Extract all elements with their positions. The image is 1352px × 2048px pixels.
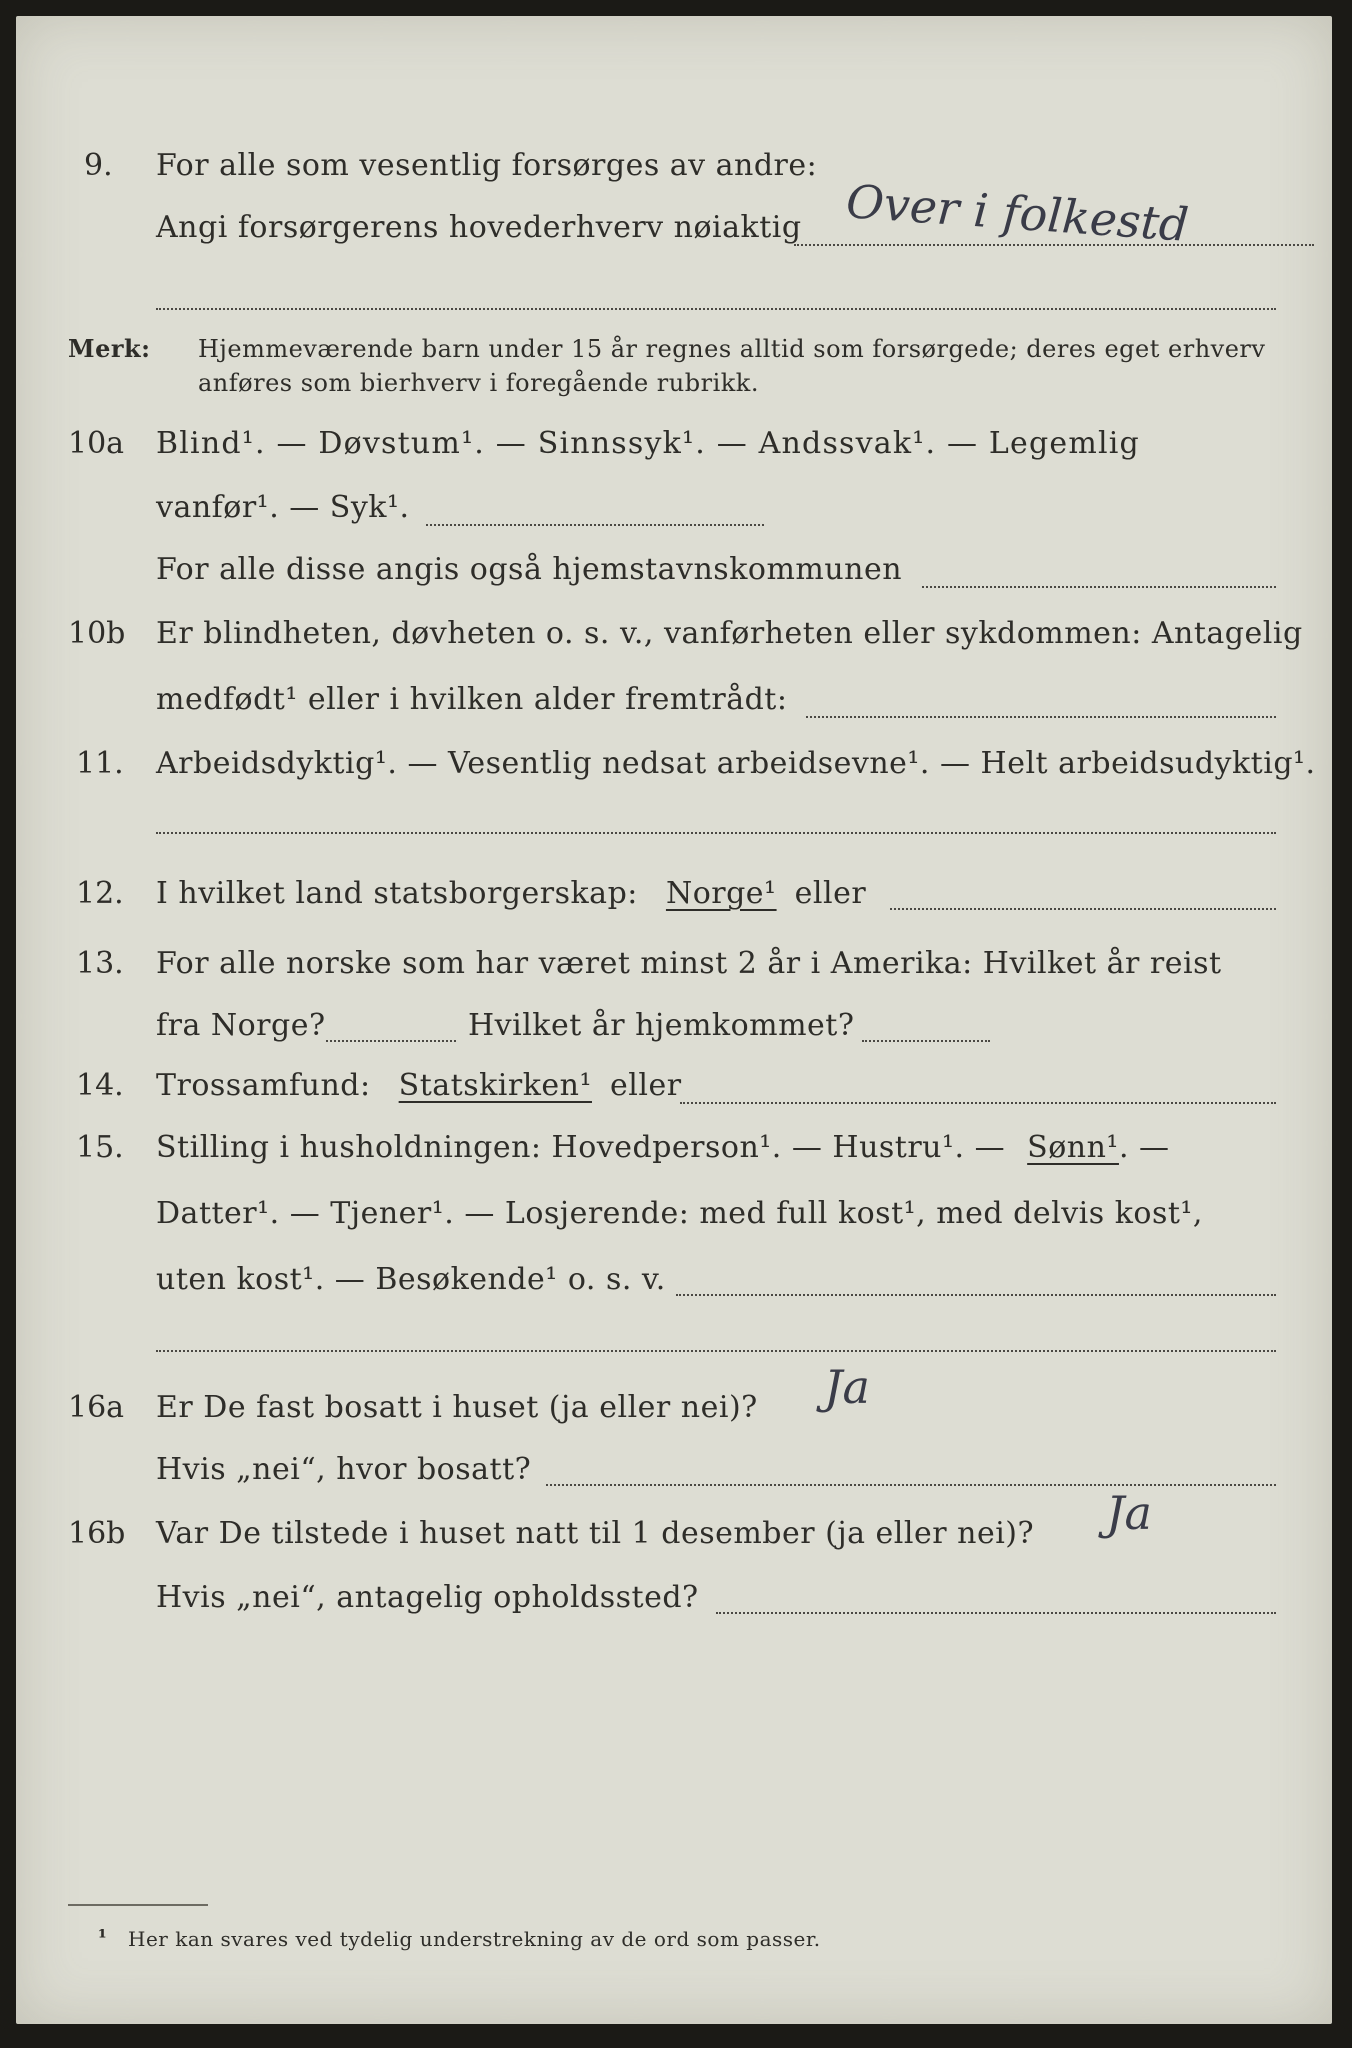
q9-number: 9. (84, 148, 113, 183)
q13-return-line (862, 1040, 990, 1042)
q14-text: Trossamfund: (156, 1068, 371, 1103)
q14-question (156, 1068, 682, 1104)
q16b-line1: Var De tilstede i huset natt til 1 desember (ja eller nei)? (156, 1516, 1035, 1551)
q15-line3: uten kost¹. — Besøkende¹ o. s. v. (156, 1262, 666, 1297)
q11-answer-line (156, 832, 1276, 834)
census-form-page (16, 16, 1332, 2024)
q14-underlined-answer: Statskirken¹ (398, 1068, 592, 1103)
q10b-line1: Er blindheten, døvheten o. s. v., vanførheten eller sykdommen: Antagelig (156, 616, 1303, 651)
q10b-line2: medfødt¹ eller i hvilken alder fremtrådt: (156, 682, 788, 717)
q12-number: 12. (76, 876, 124, 911)
q16b-answer-line (716, 1612, 1276, 1614)
q15-extra-line (156, 1350, 1276, 1352)
q13-line2b: Hvilket år hjemkommet? (468, 1008, 855, 1043)
q16b-handwritten-answer: Ja (1106, 1486, 1152, 1540)
q12-text: I hvilket land statsborgerskap: (156, 876, 638, 911)
q10a-line1: Blind¹. — Døvstum¹. — Sinnssyk¹. — Andssvak¹. — Legemlig (156, 426, 1140, 461)
merk-line2: anføres som bierhverv i foregående rubrikk. (198, 369, 759, 397)
q9-answer-line (794, 244, 1314, 246)
q10b-answer-line (806, 716, 1276, 718)
q14-rest: eller (610, 1068, 682, 1103)
q11-line1: Arbeidsdyktig¹. — Vesentlig nedsat arbeidsevne¹. — Helt arbeidsudyktig¹. (156, 746, 1316, 781)
q10a-number: 10a (68, 426, 125, 461)
q12-rest: eller (794, 876, 867, 911)
q9-extra-line (156, 308, 1276, 310)
q9-line1: For alle som vesentlig forsørges av andre: (156, 148, 818, 183)
footnote-text: Her kan svares ved tydelig understrekning av de ord som passer. (128, 1927, 821, 1951)
q15-line2: Datter¹. — Tjener¹. — Losjerende: med full kost¹, med delvis kost¹, (156, 1196, 1203, 1231)
footnote-mark: ¹ (98, 1925, 108, 1949)
merk-label: Merk: (68, 334, 151, 363)
q15-underlined-answer: Sønn¹ (1027, 1130, 1119, 1165)
q16b-line2: Hvis „nei“, antagelig opholdssted? (156, 1580, 699, 1615)
q12-question (156, 876, 866, 912)
merk-line1: Hjemmeværende barn under 15 år regnes alltid som forsørgede; deres eget erhverv (198, 335, 1266, 363)
q15-answer-line (676, 1294, 1276, 1296)
q16a-handwritten-answer: Ja (824, 1360, 870, 1414)
q10a-answer-line (426, 524, 764, 526)
q16a-number: 16a (68, 1390, 125, 1425)
q16a-line1: Er De fast bosatt i huset (ja eller nei)? (156, 1390, 758, 1425)
q10a-hometown-line (922, 586, 1276, 588)
q16a-answer-line (546, 1484, 1276, 1486)
q12-answer-line (890, 908, 1276, 910)
q11-number: 11. (76, 746, 124, 781)
q15-line1-end: . — (1118, 1130, 1170, 1165)
q13-line2a: fra Norge? (156, 1008, 326, 1043)
q9-handwritten-answer: Over i folkestd (844, 174, 1191, 252)
footnote-rule (68, 1904, 208, 1906)
q9-line2: Angi forsørgerens hovederhverv nøiaktig (156, 210, 802, 245)
q10a-line3: For alle disse angis også hjemstavnskommunen (156, 552, 903, 587)
q13-number: 13. (76, 946, 124, 981)
q10a-line2: vanfør¹. — Syk¹. (156, 490, 410, 525)
q16b-number: 16b (68, 1516, 126, 1551)
q15-line1-text: Stilling i husholdningen: Hovedperson¹. — Hustru¹. — (156, 1130, 1006, 1165)
q12-underlined-answer: Norge¹ (665, 876, 777, 911)
q14-number: 14. (76, 1068, 124, 1103)
q15-number: 15. (76, 1130, 124, 1165)
q14-answer-line (680, 1102, 1276, 1104)
q13-departure-line (326, 1040, 456, 1042)
q13-line1: For alle norske som har været minst 2 år i Amerika: Hvilket år reist (156, 946, 1222, 981)
q16a-line2: Hvis „nei“, hvor bosatt? (156, 1452, 532, 1487)
q10b-number: 10b (68, 616, 126, 651)
q15-line1 (156, 1130, 1170, 1166)
